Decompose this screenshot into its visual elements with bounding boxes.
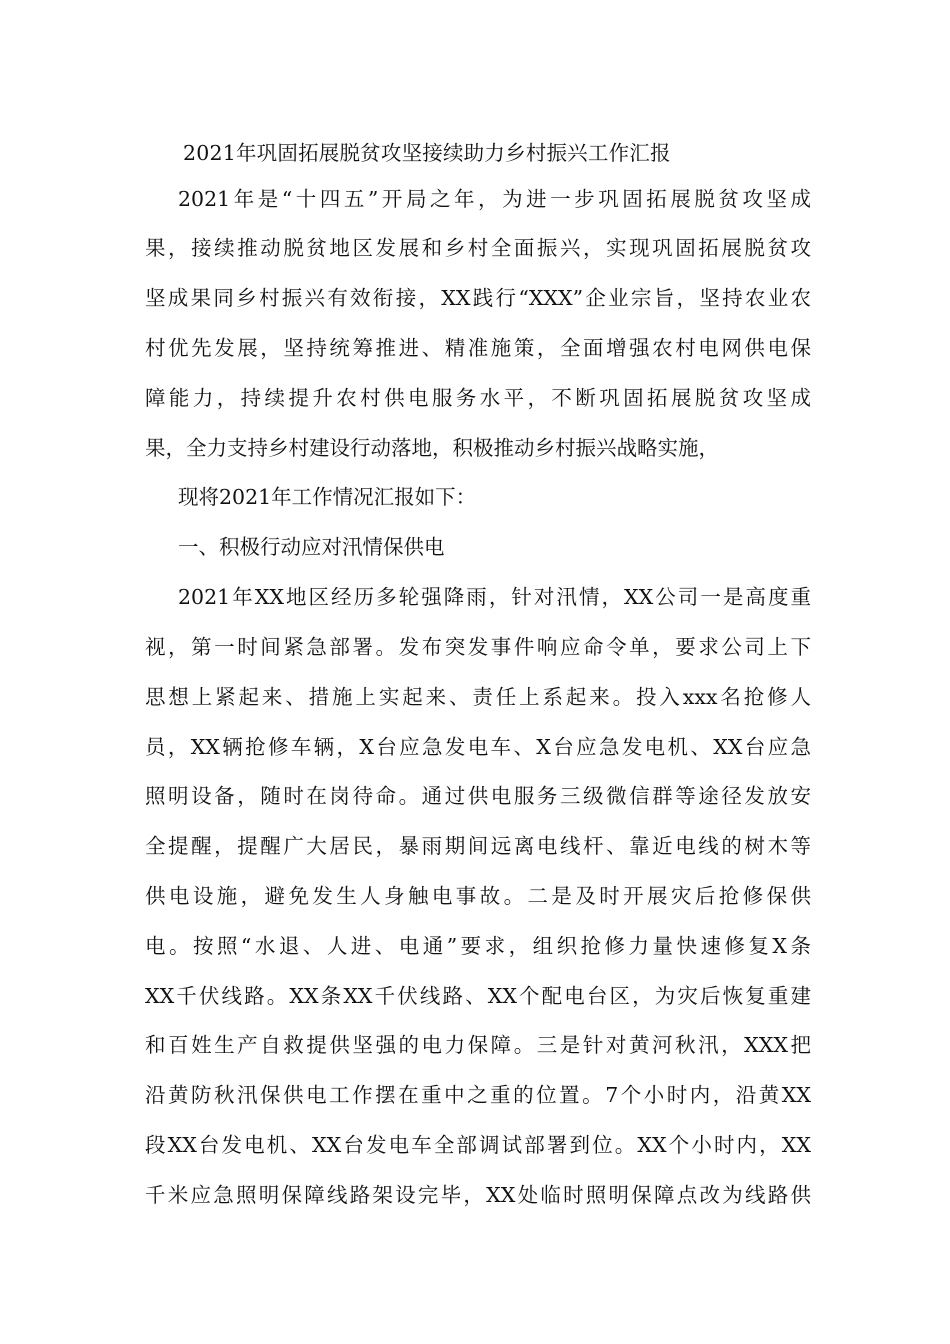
intro-line: 坚成果同乡村振兴有效衔接，XX践行“XXX”企业宗旨，坚持农业农	[145, 286, 811, 310]
intro-line: 2021年是“十四五”开局之年，为进一步巩固拓展脱贫攻坚成	[178, 187, 811, 211]
intro-line: 村优先发展，坚持统筹推进、精准施策，全面增强农村电网供电保	[145, 336, 811, 360]
section-line: 2021年XX地区经历多轮强降雨，针对汛情，XX公司一是高度重	[178, 585, 811, 609]
intro-line: 障能力，持续提升农村供电服务水平，不断巩固拓展脱贫攻坚成	[145, 386, 811, 410]
section-line: 电。按照“水退、人进、电通”要求，组织抢修力量快速修复X条	[145, 934, 811, 958]
section-line: 段XX台发电机、XX台发电车全部调试部署到位。XX个小时内，XX	[145, 1133, 811, 1157]
section-line: 和百姓生产自救提供坚强的电力保障。三是针对黄河秋汛，XXX把	[145, 1033, 811, 1057]
intro-line: 果，全力支持乡村建设行动落地，积极推动乡村振兴战略实施，	[145, 436, 719, 460]
report-intro-line: 现将2021年工作情况汇报如下：	[178, 485, 477, 509]
section-line: 照明设备，随时在岗待命。通过供电服务三级微信群等途径发放安	[145, 784, 811, 808]
section-line: 视，第一时间紧急部署。发布突发事件响应命令单，要求公司上下	[145, 635, 811, 659]
section-line: 沿黄防秋汛保供电工作摆在重中之重的位置。7个小时内，沿黄XX	[145, 1083, 811, 1107]
section-heading: 一、积极行动应对汛情保供电	[178, 535, 445, 559]
section-line: 千米应急照明保障线路架设完毕，XX处临时照明保障点改为线路供	[145, 1183, 811, 1207]
section-line: 供电设施，避免发生人身触电事故。二是及时开展灾后抢修保供	[145, 884, 811, 908]
section-line: 员，XX辆抢修车辆，X台应急发电车、X台应急发电机、XX台应急	[145, 735, 811, 759]
section-line: XX千伏线路。XX条XX千伏线路、XX个配电台区，为灾后恢复重建	[145, 984, 811, 1008]
document-title: 2021年巩固拓展脱贫攻坚接续助力乡村振兴工作汇报	[183, 141, 671, 165]
intro-line: 果，接续推动脱贫地区发展和乡村全面振兴，实现巩固拓展脱贫攻	[145, 236, 811, 260]
section-line: 思想上紧起来、措施上实起来、责任上系起来。投入xxx名抢修人	[145, 685, 811, 709]
section-line: 全提醒，提醒广大居民，暴雨期间远离电线杆、靠近电线的树木等	[145, 834, 811, 858]
